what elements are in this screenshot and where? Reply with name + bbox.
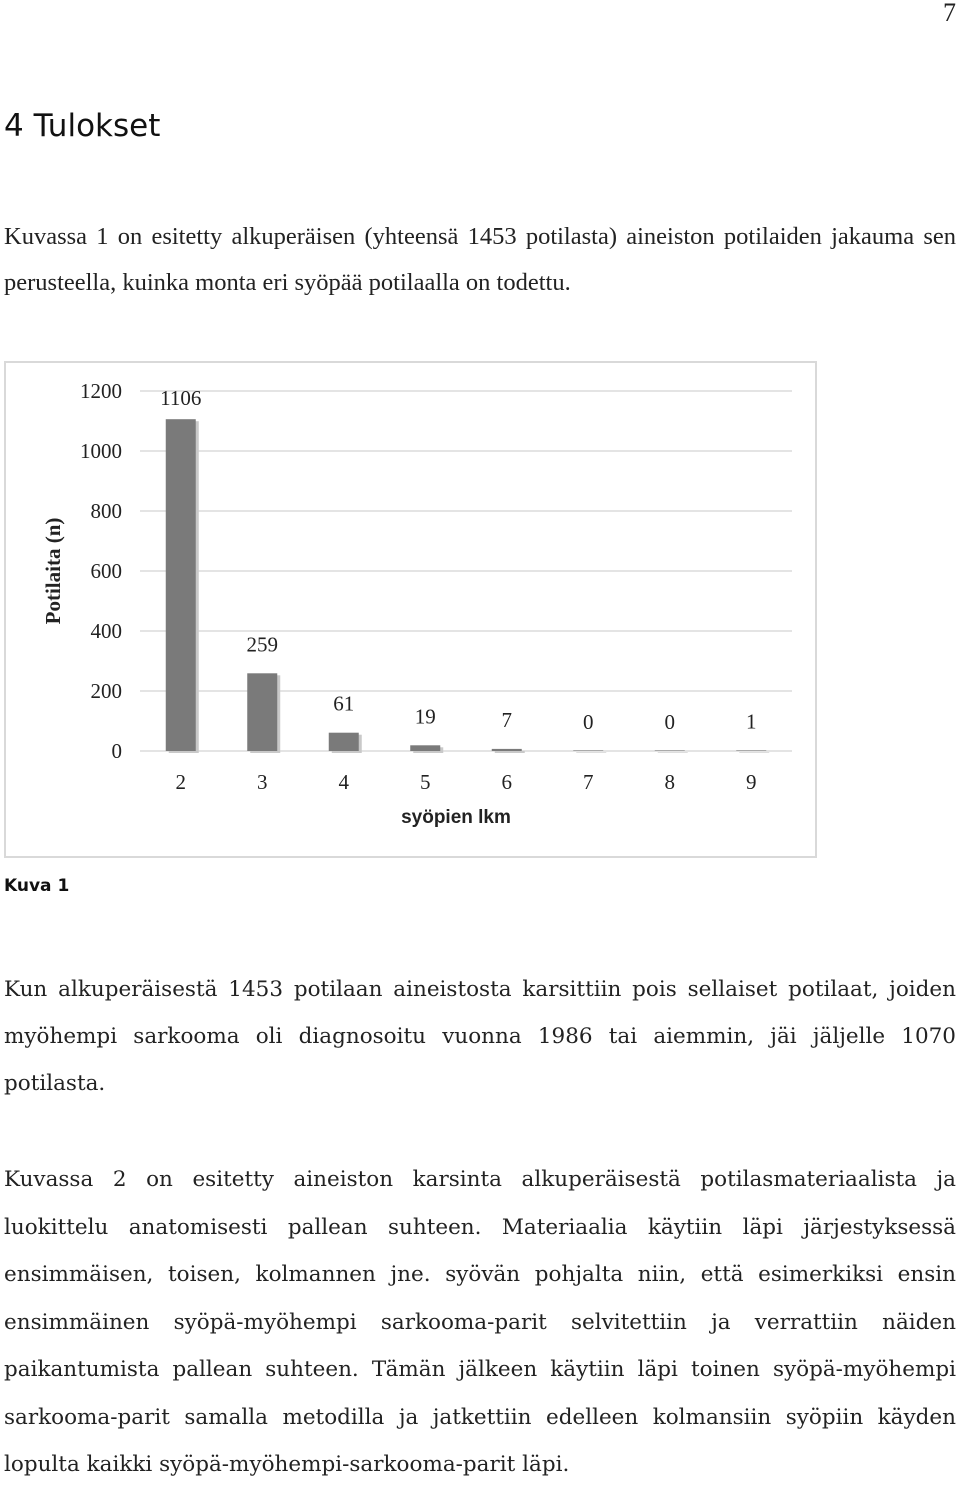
bar	[655, 750, 685, 751]
data-label: 259	[246, 632, 278, 657]
bar-shadow	[576, 752, 606, 753]
filter-paragraph: Kun alkuperäisestä 1453 potilaan aineistosta karsittiin pois sellaiset potilaat, joiden myöhempi sarkooma oli diagnosoitu vuonna 1986 tai aiemmin, jäi jäljelle 1070 potilasta.	[4, 977, 956, 1096]
y-tick-label: 400	[90, 619, 122, 643]
x-tick-label: 9	[746, 770, 757, 794]
x-tick-label: 3	[257, 770, 268, 794]
x-tick-label: 7	[583, 770, 594, 794]
y-tick-label: 1200	[80, 379, 122, 403]
bars	[166, 419, 770, 753]
bar	[573, 750, 603, 751]
bar	[166, 419, 196, 751]
data-label: 1106	[160, 386, 202, 410]
y-tick-label: 200	[90, 679, 122, 703]
x-tick-label: 4	[338, 770, 349, 794]
data-label: 19	[414, 704, 436, 729]
data-label: 61	[333, 691, 355, 716]
method-paragraph: Kuvassa 2 on esitetty aineiston karsinta alkuperäisestä potilasmateriaalista ja luokittelu anatomisesti pallean suhteen. Materiaalia käytiin läpi järjestyksessä ensimmäisen, toisen, kolmannen jne. syövän pohjalta niin, että esimerkiksi ensin ensimmäinen syöpä-myöhempi sarkooma-parit selvitettiin ja verrattiin näiden paikantumista pallean suhteen. Tämän jälkeen käytiin läpi toinen syöpä-myöhempi sarkooma-parit samalla metodilla ja jatkettiin edelleen kolmansiin syöpiin käyden lopulta kaikki syöpä-myöhempi-sarkooma-parit läpi.	[4, 1167, 956, 1477]
y-axis-label: Potilaita (n)	[41, 517, 65, 625]
y-tick-label: 0	[111, 739, 122, 763]
page-number: 7	[943, 0, 956, 27]
x-axis-ticks	[176, 770, 757, 794]
section-heading: 4 Tulokset	[4, 108, 161, 144]
y-axis-ticks	[80, 379, 122, 763]
bar-chart	[4, 361, 817, 858]
bar	[247, 673, 277, 751]
bar	[492, 749, 522, 751]
intro-paragraph: Kuvassa 1 on esitetty alkuperäisen (yhteensä 1453 potilasta) aineiston potilaiden jakauma sen perusteella, kuinka monta eri syöpää potilaalla on todettu.	[4, 223, 956, 296]
data-label: 1	[746, 709, 757, 734]
x-tick-label: 2	[175, 770, 186, 794]
bar	[410, 745, 440, 751]
bar	[329, 733, 359, 751]
gridlines	[140, 391, 792, 751]
bar	[736, 750, 766, 751]
bar-shadow	[495, 751, 525, 753]
x-tick-label: 6	[501, 770, 512, 794]
bar-shadow	[739, 752, 769, 753]
data-label: 7	[501, 707, 512, 732]
x-tick-label: 8	[664, 770, 675, 794]
y-tick-label: 1000	[80, 439, 122, 463]
y-tick-label: 800	[90, 499, 122, 523]
x-tick-label: 5	[420, 770, 431, 794]
chart-canvas	[6, 363, 819, 860]
data-label: 0	[664, 710, 675, 734]
y-tick-label: 600	[90, 559, 122, 583]
figure-caption: Kuva 1	[4, 876, 70, 896]
bar-shadow	[658, 752, 688, 753]
data-label: 0	[583, 710, 594, 734]
x-axis-label: syöpien lkm	[401, 807, 511, 828]
